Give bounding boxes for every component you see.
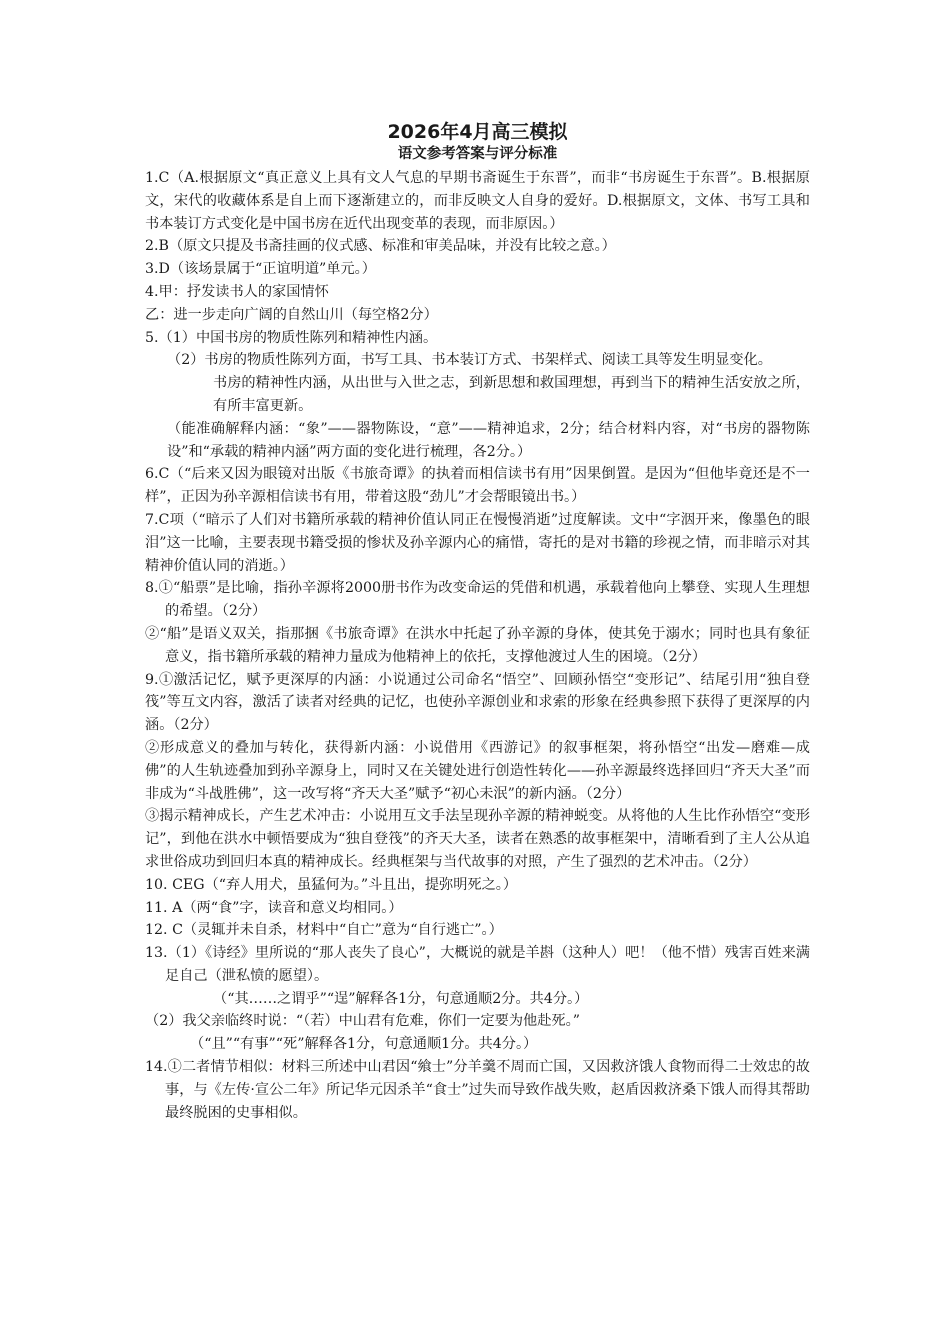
answer-8-1: 8.①“船票”是比喻，指孙辛源将2000册书作为改变命运的凭借和机遇，承载着他向上攀登、实现人生理想的希望。（2分） [145, 580, 810, 620]
answer-8-2: ②“船”是语义双关，指那捆《书旅奇谭》在洪水中托起了孙辛源的身体，使其免于溺水；同时也具有象征意义，指书籍所承载的精神力量成为他精神上的依托，支撑他渡过人生的困境。（2分） [145, 625, 810, 665]
answer-11: 11. A（两“食”字，读音和意义均相同。） [145, 899, 403, 916]
answer-9-3: ③揭示精神成长，产生艺术冲击：小说用互文手法呈现孙辛源的精神蜕变。从将他的人生比作孙悟空“变形记”，到他在洪水中顿悟要成为“独自登筏”的齐天大圣，读者在熟悉的故事框架中，清晰看到了主人公从追求世俗成功到回归本真的精神成长。经典框架与当代故事的对照，产生了强烈的艺术冲击。（2分） [145, 808, 810, 870]
answer-9-1: 9.①激活记忆，赋予更深厚的内涵：小说通过公司命名“悟空”、回顾孙悟空“变形记”、结尾引用“独自登筏”等互文内容，激活了读者对经典的记忆，也使孙辛源创业和求索的形象在经典参照下获得了更深厚的内涵。（2分） [145, 671, 810, 734]
answer-5-2: （2）书房的物质性陈列方面，书写工具、书本装订方式、书架样式、阅读工具等发生明显变化。 [167, 352, 772, 369]
answer-2: 2.B（原文只提及书斋挂画的仪式感、标准和审美品味，并没有比较之意。） [145, 238, 616, 255]
answer-4-jia: 4.甲：抒发读书人的家国情怀 [145, 283, 329, 300]
answer-10: 10. CEG（“弃人用犬，虽猛何为。”斗且出，提弥明死之。） [145, 876, 518, 893]
document-subtitle: 语文参考答案与评分标准 [397, 146, 558, 162]
answer-5-1: 5.（1）中国书房的物质性陈列和精神性内涵。 [145, 329, 438, 346]
answer-13-2: （2）我父亲临终时说：“（若）中山君有危难，你们一定要为他赴死。” [145, 1013, 580, 1030]
answer-13-2-scoring: （“且”“有事”“死”解释各1分，句意通顺1分。共4分。） [190, 1036, 538, 1053]
answer-5-2-cont: 书房的精神性内涵，从出世与入世之志，到新思想和救国理想，再到当下的精神生活安放之所，有所丰富更新。 [213, 375, 810, 414]
answer-1: 1.C（A.根据原文“真正意义上具有文人气息的早期书斋诞生于东晋”，而非“书房诞生于东晋”。B.根据原文，宋代的收藏体系是自上而下逐渐建立的，而非反映文人自身的爱好。D.根据原文，文体、书写工具和书本装订方式变化是中国书房在近代出现变革的表现，而非原因。） [145, 170, 810, 232]
document-title: 2026年4月高三模拟 [387, 121, 568, 143]
answer-3: 3.D（该场景属于“正谊明道”单元。） [145, 261, 376, 278]
answer-4-yi: 乙：进一步走向广阔的自然山川（每空格2分） [145, 306, 438, 323]
answer-9-2: ②形成意义的叠加与转化，获得新内涵：小说借用《西游记》的叙事框架，将孙悟空“出发—磨难—成佛”的人生轨迹叠加到孙辛源身上，同时又在关键处进行创造性转化——孙辛源最终选择回归“齐天大圣”而非成为“斗战胜佛”，这一改写将“齐天大圣”赋予“初心未泯”的新内涵。（2分） [145, 739, 810, 802]
answer-list [145, 167, 810, 1124]
answer-13-1: 13.（1）《诗经》里所说的“那人丧失了良心”，大概说的就是羊斟（这种人）吧！（他不惜）残害百姓来满足自己（泄私愤的愿望）。 [145, 945, 810, 984]
answer-6: 6.C（“后来又因为眼镜对出版《书旅奇谭》的执着而相信读书有用”因果倒置。是因为“但他毕竟还是不一样”，正因为孙辛源相信读书有用，带着这股“劲儿”才会帮眼镜出书。） [145, 466, 810, 506]
answer-13-1-scoring: （“其……之谓乎”“逞”解释各1分，句意通顺2分。共4分。） [213, 990, 589, 1007]
answer-12: 12. C（灵辄并未自杀，材料中“自亡”意为“自行逃亡”。） [145, 922, 503, 939]
answer-5-scoring: （能准确解释内涵：“象”——器物陈设，“意”——精神追求，2分；结合材料内容，对“书房的器物陈设”和“承载的精神内涵”两方面的变化进行梳理，各2分。） [167, 420, 810, 460]
answer-14-1: 14.①二者情节相似：材料三所述中山君因“飨士”分羊羹不周而亡国，又因救济饿人食物而得二士效忠的故事，与《左传·宣公二年》所记华元因杀羊“食士”过失而导致作战失败，赵盾因救济桑下饿人而得其帮助最终脱困的史事相似。 [145, 1059, 810, 1121]
answer-7: 7.C项（“暗示了人们对书籍所承载的精神价值认同正在慢慢消逝”过度解读。文中“字洇开来，像墨色的眼泪”这一比喻，主要表现书籍受损的惨状及孙辛源内心的痛惜，寄托的是对书籍的珍视之情，而非暗示对其精神价值认同的消逝。） [145, 511, 810, 574]
